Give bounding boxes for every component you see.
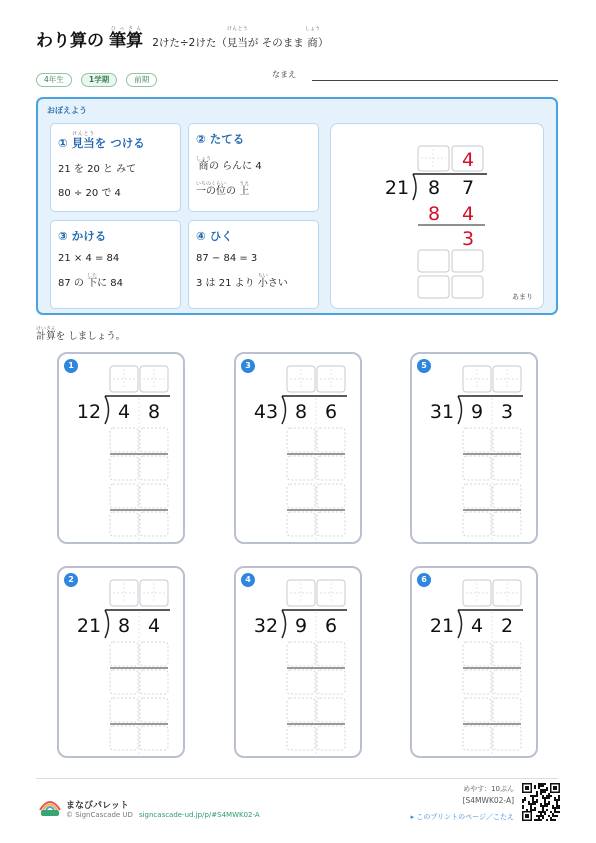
work-box[interactable]	[287, 642, 315, 666]
division-bracket	[413, 174, 487, 200]
dividend-ones: 6	[324, 615, 338, 637]
dividend-tens: 8	[117, 615, 131, 637]
example-dividend-ones: 7	[461, 177, 475, 199]
work-box[interactable]	[463, 512, 491, 536]
dividend-tens: 4	[470, 615, 484, 637]
work-box[interactable]	[463, 428, 491, 452]
division-grid	[59, 354, 183, 542]
problem-card	[410, 566, 538, 758]
problem-number: 2	[64, 573, 78, 587]
work-box[interactable]	[463, 642, 491, 666]
divisor: 31	[429, 401, 455, 423]
memo-box	[36, 97, 558, 315]
work-box[interactable]	[493, 726, 521, 750]
dividend-ones: 3	[500, 401, 514, 423]
division-grid	[236, 354, 360, 542]
work-box[interactable]	[140, 428, 168, 452]
work-box[interactable]	[463, 456, 491, 480]
work-box[interactable]	[287, 456, 315, 480]
work-box[interactable]	[493, 512, 521, 536]
divisor: 12	[76, 401, 102, 423]
step-line: 21 × 4 = 84	[58, 253, 120, 264]
work-box[interactable]	[317, 698, 345, 722]
work-box[interactable]	[140, 698, 168, 722]
title-subtitle: 2けた÷2けた（見当けんとうが そのまま 商しょう）	[152, 26, 329, 49]
work-box[interactable]	[140, 642, 168, 666]
step-title: ③ かける	[58, 229, 107, 243]
division-bracket	[105, 396, 170, 424]
work-box[interactable]	[110, 642, 138, 666]
step-title: ① 見当けんとうを つける	[58, 131, 145, 150]
work-box[interactable]	[317, 726, 345, 750]
division-grid	[59, 568, 183, 756]
division-bracket	[282, 610, 347, 638]
dividend-tens: 4	[117, 401, 131, 423]
work-box[interactable]	[287, 484, 315, 508]
work-box[interactable]	[140, 726, 168, 750]
problem-card	[234, 352, 362, 544]
work-box[interactable]	[110, 484, 138, 508]
dividend-ones: 8	[147, 401, 161, 423]
step-line: 21 を 20 と みて	[58, 164, 137, 175]
work-box[interactable]	[463, 484, 491, 508]
tag-row	[36, 67, 161, 84]
division-bracket	[282, 396, 347, 424]
work-box[interactable]	[493, 484, 521, 508]
division-bracket	[105, 610, 170, 638]
work-box[interactable]	[140, 512, 168, 536]
example-product-tens: 8	[427, 203, 441, 225]
brand-name: まなびパレット	[66, 801, 129, 811]
division-grid	[236, 568, 360, 756]
step-subtract	[188, 220, 319, 309]
work-box[interactable]	[493, 670, 521, 694]
work-box[interactable]	[493, 642, 521, 666]
work-box[interactable]	[463, 726, 491, 750]
qr-code-icon[interactable]	[522, 783, 560, 821]
problem-card	[410, 352, 538, 544]
grid-cell	[452, 276, 483, 298]
grid-cell	[418, 250, 449, 272]
work-box[interactable]	[287, 428, 315, 452]
work-box[interactable]	[493, 698, 521, 722]
problem-number: 1	[64, 359, 78, 373]
step-line: 3 は 21 より 小ちいさい	[196, 273, 288, 289]
work-box[interactable]	[140, 456, 168, 480]
name-line	[312, 80, 558, 81]
work-box[interactable]	[110, 698, 138, 722]
palette-logo-icon	[38, 796, 62, 818]
step-estimate	[50, 123, 181, 212]
work-box[interactable]	[287, 670, 315, 694]
problem-card	[57, 352, 185, 544]
example-divisor: 21	[384, 177, 410, 199]
name-label: なまえ	[272, 70, 296, 79]
tag-grade: 4年生	[36, 73, 72, 87]
division-bracket	[458, 610, 523, 638]
title-kanji: 筆ひっ算さん	[109, 26, 144, 51]
work-box[interactable]	[317, 670, 345, 694]
example-quotient: 4	[461, 149, 475, 171]
division-grid	[412, 354, 536, 542]
work-box[interactable]	[110, 670, 138, 694]
problem-card	[57, 566, 185, 758]
work-box[interactable]	[317, 456, 345, 480]
problem-number: 5	[417, 359, 431, 373]
grid-cell	[418, 276, 449, 298]
dividend-ones: 2	[500, 615, 514, 637]
work-box[interactable]	[140, 484, 168, 508]
step-line: 87 の 下したに 84	[58, 273, 123, 289]
work-box[interactable]	[317, 512, 345, 536]
example-svg	[331, 124, 545, 310]
dividend-tens: 9	[294, 615, 308, 637]
tag-term: 1学期	[81, 73, 117, 87]
step-line: 商しょうの らんに 4	[196, 156, 262, 172]
grid-cell	[452, 250, 483, 272]
divisor: 43	[253, 401, 279, 423]
tag-period: 前期	[126, 73, 157, 87]
page-url-link[interactable]: signcascade-ud.jp/p/#S4MWK02-A	[138, 811, 260, 819]
dividend-ones: 4	[147, 615, 161, 637]
work-box[interactable]	[140, 670, 168, 694]
example-dividend-tens: 8	[427, 177, 441, 199]
example-remainder: 3	[461, 228, 475, 250]
memo-title: おぼえよう	[47, 106, 87, 115]
problem-number: 4	[241, 573, 255, 587]
step-line: 80 ÷ 20 で 4	[58, 188, 121, 199]
work-box[interactable]	[317, 428, 345, 452]
dividend-ones: 6	[324, 401, 338, 423]
work-box[interactable]	[463, 670, 491, 694]
answer-link[interactable]: ▸ このプリントのページ／こたえ	[410, 813, 514, 821]
problem-number: 3	[241, 359, 255, 373]
dividend-tens: 8	[294, 401, 308, 423]
work-box[interactable]	[317, 642, 345, 666]
division-bracket	[458, 396, 523, 424]
work-box[interactable]	[463, 698, 491, 722]
example-division	[330, 123, 544, 309]
divisor: 21	[76, 615, 102, 637]
page-title	[36, 26, 566, 52]
dividend-tens: 9	[470, 401, 484, 423]
divisor: 21	[429, 615, 455, 637]
time-estimate: めやす：10ぷん	[463, 785, 514, 793]
footer-divider	[36, 778, 558, 779]
step-multiply	[50, 220, 181, 309]
step-title: ② たてる	[196, 132, 245, 146]
work-box[interactable]	[287, 726, 315, 750]
step-place	[188, 123, 319, 212]
divisor: 32	[253, 615, 279, 637]
work-box[interactable]	[493, 456, 521, 480]
work-box[interactable]	[287, 698, 315, 722]
grid-cell	[418, 146, 449, 171]
work-box[interactable]	[493, 428, 521, 452]
title-lead: わり算の	[36, 31, 104, 51]
copyright: © SignCascade UD signcascade-ud.jp/p/#S4MWK02-A	[66, 811, 260, 819]
work-box[interactable]	[110, 428, 138, 452]
step-line: 87 − 84 = 3	[196, 253, 258, 264]
amari-label: あまり	[512, 293, 533, 301]
work-box[interactable]	[287, 512, 315, 536]
work-box[interactable]	[110, 726, 138, 750]
work-box[interactable]	[110, 512, 138, 536]
step-title: ④ ひく	[196, 229, 233, 243]
problem-card	[234, 566, 362, 758]
work-box[interactable]	[317, 484, 345, 508]
instruction-text: 計算けいさんを しましょう。	[36, 326, 126, 342]
step-line: 一の位いちのくらいの 上うえ	[196, 181, 250, 197]
example-product-ones: 4	[461, 203, 475, 225]
work-box[interactable]	[110, 456, 138, 480]
worksheet-code: [S4MWK02-A]	[462, 796, 514, 805]
problem-number: 6	[417, 573, 431, 587]
division-grid	[412, 568, 536, 756]
